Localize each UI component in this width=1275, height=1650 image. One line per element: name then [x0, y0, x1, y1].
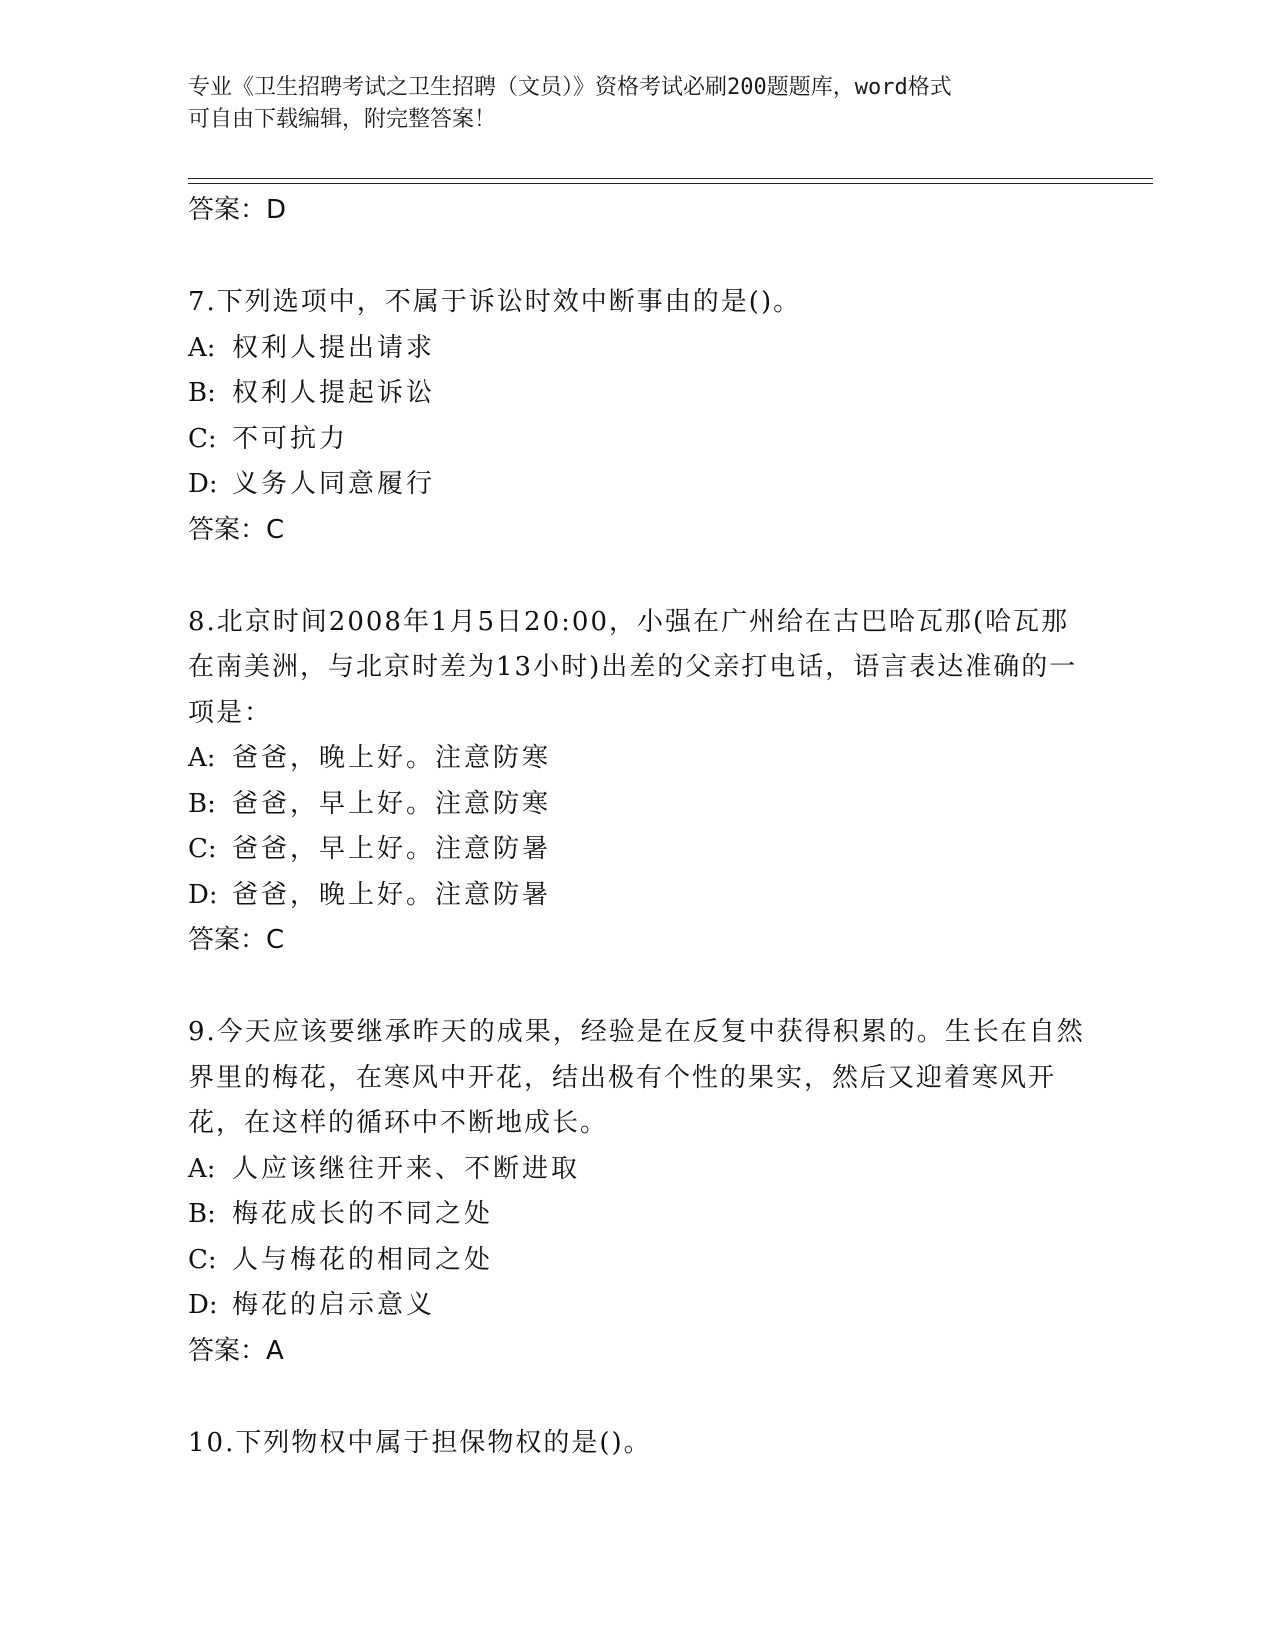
question-stem: 10.下列物权中属于担保物权的是()。 — [188, 1427, 652, 1458]
option-item — [188, 1238, 1088, 1284]
option-item — [188, 371, 1088, 417]
option-letter: D: — [188, 469, 218, 499]
question-block — [188, 280, 1088, 553]
option-letter: D: — [188, 1290, 218, 1320]
option-item — [188, 782, 1088, 828]
option-text: 权利人提出请求 — [232, 332, 436, 363]
option-item — [188, 417, 1088, 463]
option-letter: A: — [188, 332, 216, 363]
option-text: 权利人提起诉讼 — [232, 378, 436, 408]
answer-line: 答案：D — [188, 195, 287, 225]
option-letter: A: — [188, 743, 216, 773]
option-item — [188, 873, 1088, 919]
option-item — [188, 462, 1088, 508]
answer-line: 答案：A — [188, 1335, 284, 1366]
option-text: 爸爸，晚上好。注意防寒 — [232, 743, 552, 773]
spacer — [188, 553, 1088, 600]
option-text: 爸爸，早上好。注意防暑 — [232, 834, 552, 864]
answer-line: 答案：C — [188, 925, 285, 955]
option-text: 义务人同意履行 — [232, 469, 436, 499]
option-letter: D: — [188, 879, 218, 910]
option-text: 不可抗力 — [232, 423, 349, 454]
question-list — [188, 188, 1088, 1466]
page-header — [188, 72, 1068, 136]
option-text: 爸爸，早上好。注意防寒 — [232, 788, 552, 819]
question-stem: 9.今天应该要继承昨天的成果，经验是在反复中获得积累的。生长在自然界里的梅花，在寒风中开花，结出极有个性的果实，然后又迎着寒风开花，在这样的循环中不断地成长。 — [188, 1017, 1085, 1138]
option-letter: B: — [188, 378, 216, 408]
option-letter: B: — [188, 788, 216, 819]
spacer — [188, 233, 1088, 280]
option-letter: A: — [188, 1153, 216, 1184]
option-letter: C: — [188, 1244, 217, 1275]
option-letter: C: — [188, 834, 217, 864]
option-text: 爸爸，晚上好。注意防暑 — [232, 879, 552, 910]
header-line-1: 专业《卫生招聘考试之卫生招聘（文员）》资格考试必刷200题题库，word格式 — [188, 75, 952, 100]
question-block — [188, 600, 1088, 964]
option-item — [188, 326, 1088, 372]
option-item — [188, 827, 1088, 873]
option-text: 人应该继往开来、不断进取 — [232, 1153, 581, 1184]
option-item — [188, 1283, 1088, 1329]
option-text: 人与梅花的相同之处 — [232, 1244, 494, 1275]
spacer — [188, 1374, 1088, 1421]
option-text: 梅花的启示意义 — [232, 1290, 436, 1320]
option-item — [188, 1147, 1088, 1193]
question-block — [188, 1010, 1088, 1374]
question-block — [188, 1421, 1088, 1467]
header-divider — [188, 178, 1153, 184]
option-letter: B: — [188, 1199, 216, 1229]
option-text: 梅花成长的不同之处 — [232, 1199, 494, 1229]
option-letter: C: — [188, 423, 217, 454]
answer-line: 答案：C — [188, 514, 285, 545]
spacer — [188, 963, 1088, 1010]
header-line-2: 可自由下载编辑，附完整答案！ — [188, 107, 497, 132]
option-item — [188, 1192, 1088, 1238]
question-stem: 8.北京时间2008年1月5日20:00，小强在广州给在古巴哈瓦那(哈瓦那在南美洲，与北京时差为13小时)出差的父亲打电话，语言表达准确的一项是： — [188, 606, 1078, 728]
option-item — [188, 736, 1088, 782]
question-stem: 7.下列选项中，不属于诉讼时效中断事由的是()。 — [188, 287, 802, 317]
